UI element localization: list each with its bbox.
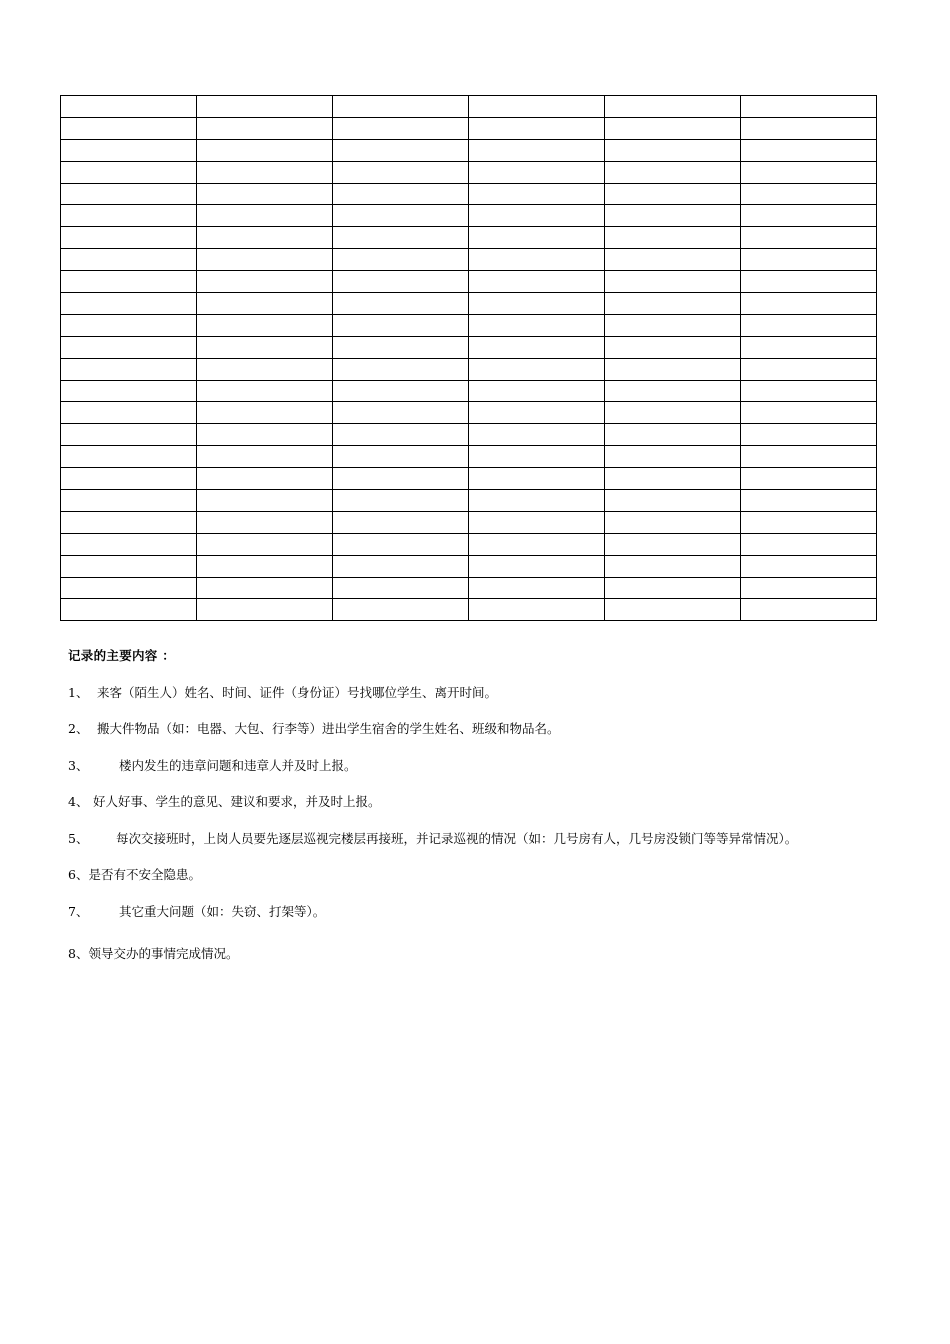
table-cell bbox=[605, 577, 741, 599]
table-cell bbox=[469, 314, 605, 336]
table-cell bbox=[741, 402, 877, 424]
table-cell bbox=[197, 424, 333, 446]
table-cell bbox=[61, 577, 197, 599]
table-cell bbox=[469, 424, 605, 446]
table-cell bbox=[197, 314, 333, 336]
table-cell bbox=[333, 468, 469, 490]
table-row bbox=[61, 402, 877, 424]
table-cell bbox=[469, 555, 605, 577]
table-row bbox=[61, 599, 877, 621]
table-cell bbox=[605, 227, 741, 249]
note-number: 6、 bbox=[68, 867, 89, 882]
table-cell bbox=[741, 577, 877, 599]
table-cell bbox=[197, 117, 333, 139]
table-cell bbox=[469, 402, 605, 424]
table-cell bbox=[61, 490, 197, 512]
table-cell bbox=[741, 183, 877, 205]
table-cell bbox=[333, 577, 469, 599]
table-cell bbox=[61, 555, 197, 577]
table-cell bbox=[741, 271, 877, 293]
table-cell bbox=[605, 161, 741, 183]
table-cell bbox=[61, 468, 197, 490]
table-cell bbox=[605, 468, 741, 490]
table-cell bbox=[61, 139, 197, 161]
table-row bbox=[61, 183, 877, 205]
table-cell bbox=[741, 139, 877, 161]
note-text: 好人好事、学生的意见、建议和要求，并及时上报。 bbox=[93, 794, 381, 809]
table-cell bbox=[61, 380, 197, 402]
table-cell bbox=[469, 336, 605, 358]
table-cell bbox=[741, 161, 877, 183]
table-cell bbox=[741, 424, 877, 446]
table-cell bbox=[741, 249, 877, 271]
table-cell bbox=[333, 314, 469, 336]
table-cell bbox=[61, 424, 197, 446]
note-text: 其它重大问题（如：失窃、打架等）。 bbox=[119, 904, 326, 919]
table-cell bbox=[197, 336, 333, 358]
table-cell bbox=[741, 599, 877, 621]
note-item-6 bbox=[68, 865, 201, 883]
table-cell bbox=[605, 205, 741, 227]
table-cell bbox=[469, 183, 605, 205]
table-cell bbox=[197, 577, 333, 599]
table-cell bbox=[197, 271, 333, 293]
table-cell bbox=[469, 577, 605, 599]
table-cell bbox=[469, 271, 605, 293]
table-cell bbox=[469, 161, 605, 183]
table-cell bbox=[741, 555, 877, 577]
table-row bbox=[61, 117, 877, 139]
note-number: 2、 bbox=[68, 721, 89, 736]
table-cell bbox=[61, 117, 197, 139]
table-cell bbox=[741, 446, 877, 468]
table-cell bbox=[469, 358, 605, 380]
table-row bbox=[61, 511, 877, 533]
table-cell bbox=[333, 336, 469, 358]
table-cell bbox=[61, 402, 197, 424]
record-table bbox=[60, 95, 877, 621]
table-cell bbox=[197, 402, 333, 424]
table-cell bbox=[333, 271, 469, 293]
table-cell bbox=[469, 139, 605, 161]
table-cell bbox=[469, 96, 605, 118]
table-cell bbox=[605, 293, 741, 315]
table-row bbox=[61, 380, 877, 402]
table-cell bbox=[605, 380, 741, 402]
table-cell bbox=[333, 96, 469, 118]
table-cell bbox=[741, 227, 877, 249]
table-row bbox=[61, 96, 877, 118]
note-item-2 bbox=[68, 719, 560, 737]
table-cell bbox=[605, 314, 741, 336]
table-cell bbox=[333, 599, 469, 621]
table-cell bbox=[197, 599, 333, 621]
table-cell bbox=[333, 293, 469, 315]
table-cell bbox=[469, 599, 605, 621]
table-cell bbox=[61, 249, 197, 271]
table-cell bbox=[333, 358, 469, 380]
table-cell bbox=[197, 358, 333, 380]
note-item-7 bbox=[68, 902, 325, 920]
table-cell bbox=[197, 380, 333, 402]
table-row bbox=[61, 336, 877, 358]
table-cell bbox=[333, 161, 469, 183]
table-row bbox=[61, 358, 877, 380]
table-cell bbox=[333, 402, 469, 424]
table-cell bbox=[605, 555, 741, 577]
table-cell bbox=[469, 380, 605, 402]
note-number: 4、 bbox=[68, 794, 89, 809]
table-row bbox=[61, 227, 877, 249]
table-cell bbox=[469, 117, 605, 139]
note-text: 是否有不安全隐患。 bbox=[88, 867, 201, 882]
table-cell bbox=[469, 533, 605, 555]
note-item-4 bbox=[68, 792, 381, 810]
table-cell bbox=[469, 293, 605, 315]
table-cell bbox=[469, 227, 605, 249]
note-number: 3、 bbox=[68, 758, 89, 773]
table-row bbox=[61, 205, 877, 227]
table-cell bbox=[197, 227, 333, 249]
table-cell bbox=[333, 533, 469, 555]
table-cell bbox=[61, 336, 197, 358]
table-cell bbox=[741, 314, 877, 336]
table-cell bbox=[333, 227, 469, 249]
table-cell bbox=[333, 205, 469, 227]
table-row bbox=[61, 468, 877, 490]
table-cell bbox=[605, 358, 741, 380]
table-cell bbox=[469, 511, 605, 533]
table-cell bbox=[741, 533, 877, 555]
table-cell bbox=[197, 161, 333, 183]
table-cell bbox=[605, 511, 741, 533]
notes-heading: 记录的主要内容 ： bbox=[68, 648, 176, 663]
table-cell bbox=[61, 446, 197, 468]
note-item-3 bbox=[68, 756, 357, 774]
table-cell bbox=[333, 424, 469, 446]
table-row bbox=[61, 139, 877, 161]
note-number: 1、 bbox=[68, 685, 89, 700]
table-cell bbox=[605, 249, 741, 271]
table-cell bbox=[333, 380, 469, 402]
table-row bbox=[61, 314, 877, 336]
table-cell bbox=[197, 96, 333, 118]
table-cell bbox=[61, 358, 197, 380]
table-cell bbox=[605, 424, 741, 446]
table-cell bbox=[605, 402, 741, 424]
table-row bbox=[61, 271, 877, 293]
note-number: 7、 bbox=[68, 904, 89, 919]
table-cell bbox=[605, 490, 741, 512]
table-cell bbox=[605, 96, 741, 118]
note-item-1 bbox=[68, 683, 497, 701]
table-cell bbox=[197, 249, 333, 271]
table-cell bbox=[605, 336, 741, 358]
table-cell bbox=[197, 183, 333, 205]
table-row bbox=[61, 533, 877, 555]
table-cell bbox=[741, 380, 877, 402]
table-cell bbox=[61, 511, 197, 533]
table-cell bbox=[61, 314, 197, 336]
table-cell bbox=[61, 227, 197, 249]
note-item-5 bbox=[68, 829, 797, 847]
table-cell bbox=[333, 490, 469, 512]
table-cell bbox=[333, 139, 469, 161]
table-cell bbox=[741, 468, 877, 490]
table-cell bbox=[605, 183, 741, 205]
table-cell bbox=[61, 293, 197, 315]
table-cell bbox=[741, 358, 877, 380]
table-cell bbox=[605, 446, 741, 468]
table-cell bbox=[741, 96, 877, 118]
table-cell bbox=[605, 139, 741, 161]
table-cell bbox=[197, 533, 333, 555]
table-cell bbox=[61, 96, 197, 118]
table-cell bbox=[197, 205, 333, 227]
note-text: 楼内发生的违章问题和违章人并及时上报。 bbox=[119, 758, 357, 773]
table-cell bbox=[333, 249, 469, 271]
table-cell bbox=[197, 511, 333, 533]
table-cell bbox=[605, 117, 741, 139]
table-cell bbox=[605, 533, 741, 555]
note-item-8 bbox=[68, 944, 238, 962]
table-row bbox=[61, 490, 877, 512]
table-cell bbox=[333, 117, 469, 139]
table-cell bbox=[197, 490, 333, 512]
table-cell bbox=[469, 446, 605, 468]
table-cell bbox=[61, 271, 197, 293]
table-row bbox=[61, 555, 877, 577]
table-cell bbox=[61, 205, 197, 227]
table-cell bbox=[605, 599, 741, 621]
table-cell bbox=[197, 446, 333, 468]
table-cell bbox=[197, 555, 333, 577]
table-row bbox=[61, 249, 877, 271]
table-row bbox=[61, 446, 877, 468]
note-text: 来客（陌生人）姓名、时间、证件（身份证）号找哪位学生、离开时间。 bbox=[97, 685, 498, 700]
table-row bbox=[61, 161, 877, 183]
table-cell bbox=[741, 205, 877, 227]
table-row bbox=[61, 293, 877, 315]
table-row bbox=[61, 424, 877, 446]
table-cell bbox=[333, 555, 469, 577]
table-cell bbox=[741, 490, 877, 512]
note-text: 每次交接班时，上岗人员要先逐层巡视完楼层再接班，并记录巡视的情况（如：几号房有人，几号房没锁门等等异常情况）。 bbox=[116, 831, 798, 846]
table-cell bbox=[61, 183, 197, 205]
table-cell bbox=[197, 468, 333, 490]
table-cell bbox=[741, 511, 877, 533]
table-cell bbox=[469, 468, 605, 490]
table-cell bbox=[741, 117, 877, 139]
table-cell bbox=[61, 533, 197, 555]
table-row bbox=[61, 577, 877, 599]
note-text: 领导交办的事情完成情况。 bbox=[88, 946, 239, 961]
table-cell bbox=[197, 139, 333, 161]
table-cell bbox=[333, 446, 469, 468]
table-cell bbox=[61, 161, 197, 183]
table-cell bbox=[61, 599, 197, 621]
table-cell bbox=[469, 205, 605, 227]
table-cell bbox=[469, 249, 605, 271]
note-number: 8、 bbox=[68, 946, 89, 961]
table-cell bbox=[469, 490, 605, 512]
table-cell bbox=[333, 511, 469, 533]
table-cell bbox=[741, 293, 877, 315]
table-cell bbox=[741, 336, 877, 358]
table-cell bbox=[197, 293, 333, 315]
note-text: 搬大件物品（如：电器、大包、行李等）进出学生宿舍的学生姓名、班级和物品名。 bbox=[97, 721, 560, 736]
table-cell bbox=[605, 271, 741, 293]
table-cell bbox=[333, 183, 469, 205]
note-number: 5、 bbox=[68, 831, 89, 846]
